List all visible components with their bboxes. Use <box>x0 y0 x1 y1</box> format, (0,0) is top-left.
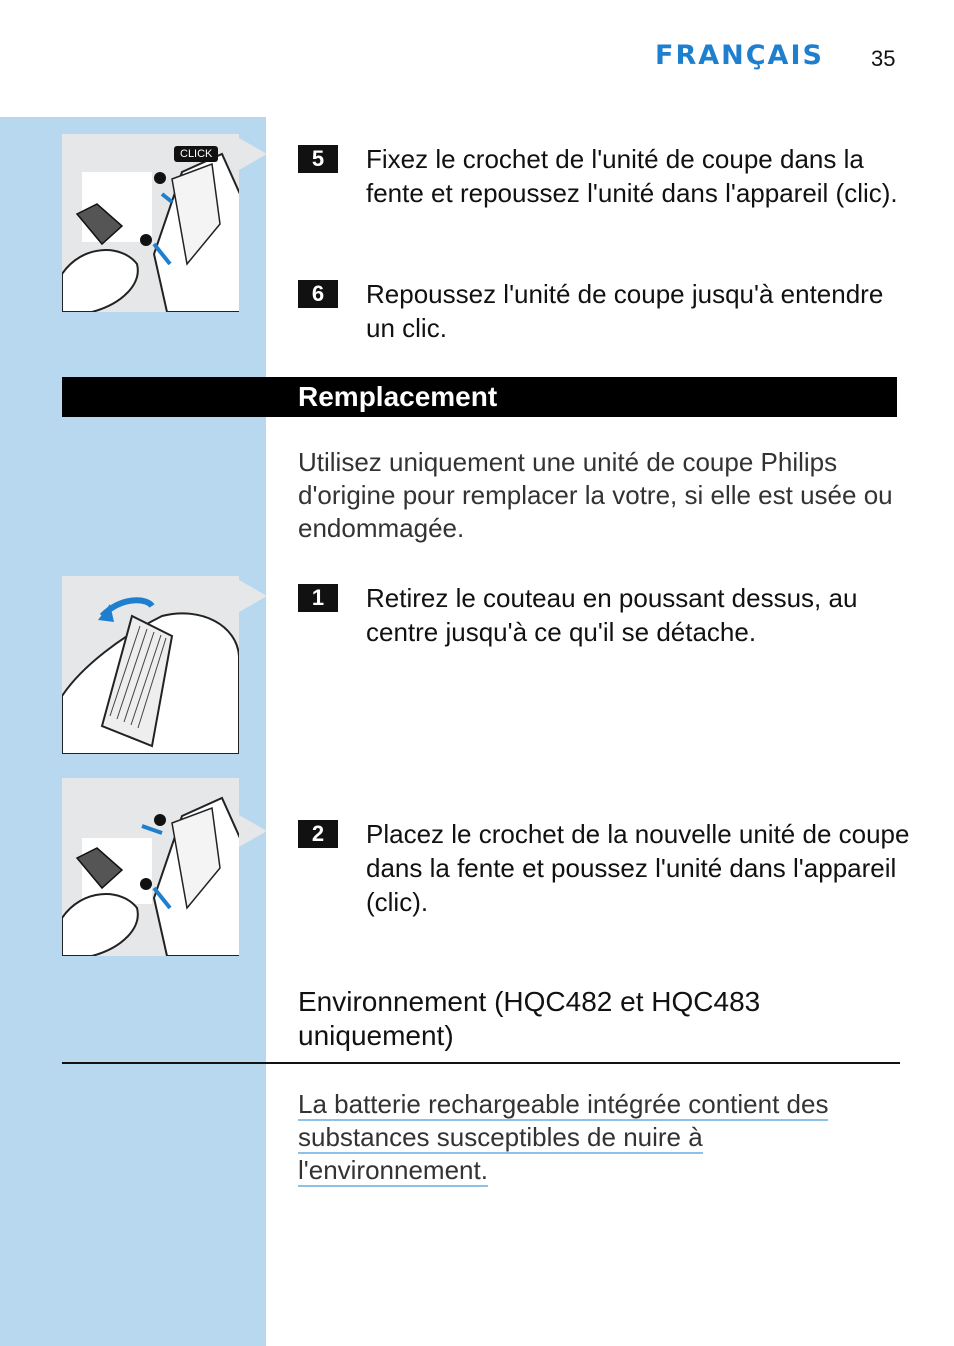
environment-divider <box>62 1062 900 1064</box>
step-number-5: 5 <box>298 145 338 173</box>
section-title: Remplacement <box>298 381 498 412</box>
step-number-1: 1 <box>298 584 338 612</box>
illustration-remove-cutter <box>62 576 239 754</box>
step-text-6: Repoussez l'unité de coupe jusqu'à entendre un clic. <box>366 279 884 343</box>
step-text-2: Placez le crochet de la nouvelle unité de coupe dans la fente et poussez l'unité dans l'appareil (clic). <box>366 819 910 917</box>
step-text-1: Retirez le couteau en poussant dessus, au centre jusqu'à ce qu'il se détache. <box>366 583 858 647</box>
illustration-insert-unit-click <box>62 134 239 312</box>
environment-title: Environnement (HQC482 et HQC483 uniquement) <box>298 986 761 1051</box>
illustration-pointer <box>239 815 267 847</box>
step-number-6: 6 <box>298 280 338 308</box>
environment-line: l'environnement. <box>298 1155 488 1185</box>
environment-line: La batterie rechargeable intégrée contient des <box>298 1089 829 1119</box>
environment-text <box>298 1088 898 1187</box>
section-header-bar <box>62 377 897 417</box>
page-number: 35 <box>871 46 896 71</box>
illustration-insert-new-unit <box>62 778 239 956</box>
language-heading: FRANÇAIS <box>655 40 824 71</box>
illustration-pointer <box>239 138 267 170</box>
step-number-2: 2 <box>298 820 338 848</box>
illustration-pointer <box>239 580 267 612</box>
replacement-intro: Utilisez uniquement une unité de coupe Philips d'origine pour remplacer la votre, si elle est usée ou endommagée. <box>298 447 893 543</box>
click-badge: CLICK <box>174 146 218 162</box>
step-text-5: Fixez le crochet de l'unité de coupe dans la fente et repoussez l'unité dans l'appareil (clic). <box>366 144 898 208</box>
environment-line: substances susceptibles de nuire à <box>298 1122 703 1152</box>
